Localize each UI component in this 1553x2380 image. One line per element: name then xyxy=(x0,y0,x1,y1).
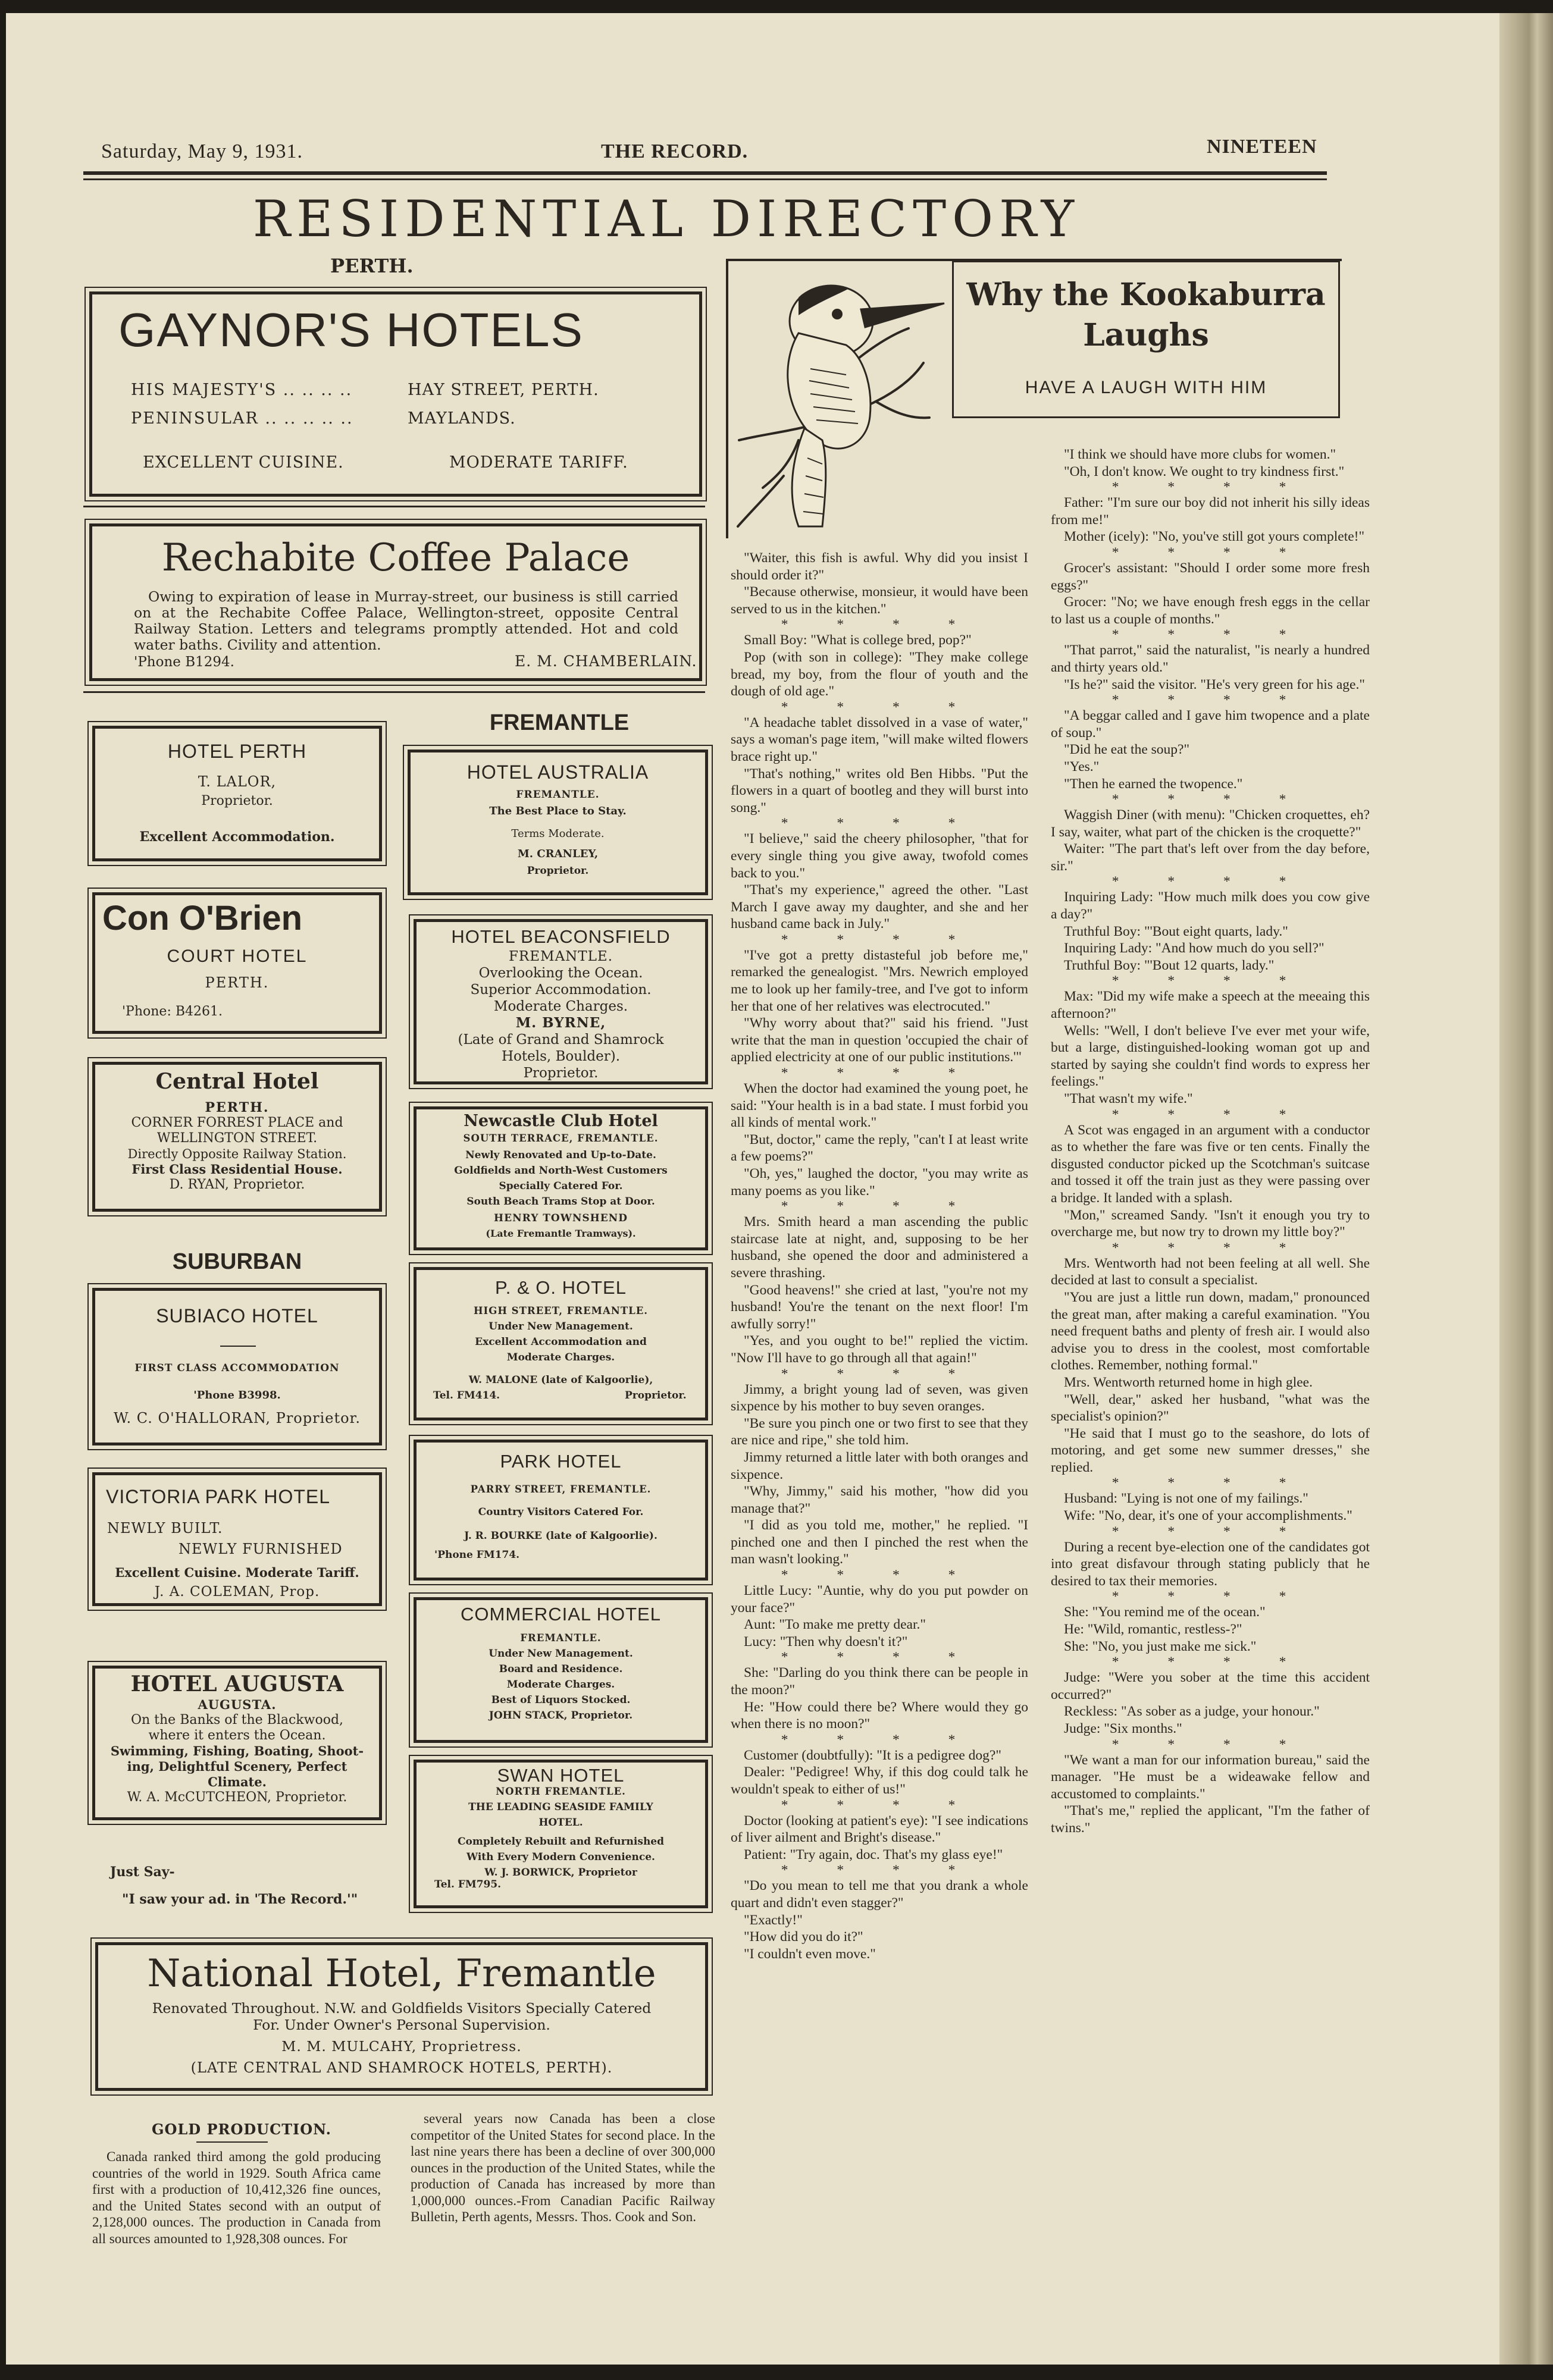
con-obrien-line1: COURT HOTEL xyxy=(167,946,308,966)
joke-paragraph: Small Boy: "What is college bred, pop?" xyxy=(744,632,972,648)
commercial-title: COMMERCIAL HOTEL xyxy=(461,1604,661,1625)
joke-paragraph: "I believe," said the cheery philosopher, "that for every single thing you give away, twofold comes back to you." xyxy=(731,831,1028,881)
po-title: P. & O. HOTEL xyxy=(495,1277,627,1298)
con-obrien-phone: 'Phone: B4261. xyxy=(122,1004,223,1019)
augusta-line1: AUGUSTA. xyxy=(198,1697,277,1712)
joke-paragraph: "Good heavens!" she cried at last, "you're not my husband! You're the tenant on the next floor! I'm awfully sorry!" xyxy=(731,1282,1028,1332)
joke-paragraph: Judge: "Were you sober at the time this accident occurred?" xyxy=(1051,1670,1370,1702)
separator-stars: * * * * xyxy=(1111,1654,1309,1670)
newcastle-title: Newcastle Club Hotel xyxy=(464,1112,658,1130)
po-line6a: Tel. FM414. xyxy=(433,1390,500,1401)
joke-paragraph: Mother (icely): "No, you've still got yours complete!" xyxy=(1064,529,1365,545)
jokes-column-right xyxy=(1051,446,1370,1837)
just-say-line2: "I saw your ad. in 'The Record.'" xyxy=(122,1892,358,1907)
joke-paragraph: Inquiring Lady: "How much milk does you cow give a day?" xyxy=(1051,889,1370,923)
separator-stars: * * * * xyxy=(781,816,978,832)
header-rule-thin xyxy=(83,178,1327,180)
joke-paragraph: Pop (with son in college): "They make college bread, my boy, from the flour of youth and the dough of old age." xyxy=(731,649,1028,700)
separator-stars: * * * * xyxy=(1111,792,1309,808)
australia-line1: FREMANTLE. xyxy=(516,789,600,801)
divider-rechabite xyxy=(83,691,705,693)
joke-paragraph: "Waiter, this fish is awful. Why did you insist I should order it?" xyxy=(731,550,1028,583)
joke-paragraph: Max: "Did my wife make a speech at the meeaing this afternoon?" xyxy=(1051,989,1370,1022)
park-line3: J. R. BOURKE (late of Kalgoorlie). xyxy=(464,1530,657,1542)
newcastle-line2: Newly Renovated and Up-to-Date. xyxy=(465,1149,656,1161)
po-line4: Moderate Charges. xyxy=(506,1352,615,1363)
victoria-line4: J. A. COLEMAN, Prop. xyxy=(154,1584,320,1600)
paper-name: THE RECORD. xyxy=(601,140,749,162)
joke-paragraph: Truthful Boy: "'Bout 12 quarts, lady." xyxy=(1064,957,1275,973)
just-say-line1: Just Say- xyxy=(110,1864,175,1880)
perth-section-label: PERTH. xyxy=(330,255,414,277)
po-line2: Under New Management. xyxy=(489,1321,633,1332)
separator-stars: * * * * xyxy=(1111,1523,1309,1539)
central-line4: Directly Opposite Railway Station. xyxy=(127,1147,347,1161)
joke-paragraph: "Because otherwise, monsieur, it would have been served to us in the kitchen." xyxy=(731,584,1028,617)
book-binding-edge xyxy=(1499,13,1553,2365)
po-line6b: Proprietor. xyxy=(625,1390,687,1401)
separator-stars: * * * * xyxy=(1111,874,1309,890)
gaynors-row1-right: HAY STREET, PERTH. xyxy=(408,381,599,399)
kookaburra-illustration-icon xyxy=(727,262,953,535)
national-line3: M. M. MULCAHY, Proprietress. xyxy=(281,2038,522,2055)
swan-title: SWAN HOTEL xyxy=(497,1765,625,1786)
joke-paragraph: Wife: "No, dear, it's one of your accomplishments." xyxy=(1064,1508,1352,1524)
separator-stars: * * * * xyxy=(781,1732,978,1748)
joke-paragraph: Truthful Boy: "'Bout eight quarts, lady." xyxy=(1064,923,1288,939)
scan-border-left xyxy=(0,0,6,2380)
australia-title: HOTEL AUSTRALIA xyxy=(466,761,649,783)
joke-paragraph: "Why, Jimmy," said his mother, "how did you manage that?" xyxy=(731,1484,1028,1516)
joke-paragraph: Jimmy returned a little later with both oranges and sixpence. xyxy=(731,1449,1028,1482)
australia-line5: Proprietor. xyxy=(527,865,589,877)
joke-paragraph: "Why worry about that?" said his friend. "Just write that the man in question 'occupied the chair of applied electricity at one of our public institutions.'" xyxy=(731,1015,1028,1065)
beaconsfield-title: HOTEL BEACONSFIELD xyxy=(451,926,671,947)
kookaburra-subtitle: HAVE A LAUGH WITH HIM xyxy=(1025,378,1267,397)
joke-paragraph: "You are just a little run down, madam," pronounced the great man, after making a careful examination. "You need frequent baths and plenty of fresh air. I would also advise you to dress in the coolest, most comfortable clothes. Remember, nothing formal." xyxy=(1051,1289,1370,1374)
swan-line1: NORTH FREMANTLE. xyxy=(496,1786,626,1797)
separator-stars: * * * * xyxy=(781,1065,978,1081)
joke-paragraph: "That's me," replied the applicant, "I'm the father of twins." xyxy=(1051,1803,1370,1836)
joke-paragraph: Husband: "Lying is not one of my failings." xyxy=(1064,1491,1308,1507)
scan-border-bottom xyxy=(0,2365,1553,2380)
victoria-line1: NEWLY BUILT. xyxy=(107,1520,223,1537)
joke-paragraph: Waggish Diner (with menu): "Chicken croquettes, eh? I say, waiter, what part of the chicken is the croquette?" xyxy=(1051,807,1370,840)
gold-title-rule xyxy=(196,2141,268,2143)
joke-paragraph: "Do you mean to tell me that you drank a whole quart and didn't even stagger?" xyxy=(731,1878,1028,1911)
victoria-title: VICTORIA PARK HOTEL xyxy=(106,1486,331,1507)
joke-paragraph: Waiter: "The part that's left over from the day before, sir." xyxy=(1051,841,1370,874)
joke-paragraph: He: "Wild, romantic, restless-?" xyxy=(1064,1622,1242,1638)
suburban-section-label: SUBURBAN xyxy=(172,1249,302,1274)
victoria-line3: Excellent Cuisine. Moderate Tariff. xyxy=(115,1565,359,1580)
beaconsfield-line5: M. BYRNE, xyxy=(515,1015,606,1031)
augusta-line6: Climate. xyxy=(208,1774,267,1789)
newcastle-line4: Specially Catered For. xyxy=(499,1180,623,1192)
newcastle-line6: HENRY TOWNSHEND xyxy=(494,1212,628,1224)
commercial-line3: Board and Residence. xyxy=(499,1663,623,1675)
joke-paragraph: "That's my experience," agreed the other. "Last March I gave away my daughter, and she and her husband came back in July." xyxy=(731,882,1028,932)
joke-paragraph: She: "No, you just make me sick." xyxy=(1064,1638,1257,1654)
gold-paragraph-2: several years now Canada has been a close competitor of the United States for second place. In the last nine years there has been a decline of over 300,000 ounces in the production of the United States, while the production of Canada has increased by more than 1,000,000 ounces.-From Canadian Pacific Railway Bulletin, Perth agents, Messrs. Thos. Cook and Son. xyxy=(411,2111,715,2224)
jokes-column-left xyxy=(731,550,1028,1962)
gold-paragraph-1: Canada ranked third among the gold producing countries of the world in 1929. South Africa came first with a production of 10,412,326 fine ounces, and the United States second with an output of 2,128,000 ounces. The production in Canada from all sources amounted to 1,928,308 ounces. For xyxy=(92,2149,381,2246)
rechabite-phone: 'Phone B1294. xyxy=(134,654,234,670)
joke-paragraph: "I think we should have more clubs for women." xyxy=(1064,447,1336,462)
separator-stars: * * * * xyxy=(1111,692,1309,708)
kookaburra-title: Why the Kookaburra Laughs xyxy=(966,277,1326,353)
joke-paragraph: "Did he eat the soup?" xyxy=(1064,742,1190,758)
newcastle-line5: South Beach Trams Stop at Door. xyxy=(466,1196,655,1208)
po-line1: HIGH STREET, FREMANTLE. xyxy=(473,1305,649,1316)
separator-stars: * * * * xyxy=(1111,973,1309,989)
central-line1: PERTH. xyxy=(205,1100,270,1115)
joke-paragraph: "I've got a pretty distasteful job before me," remarked the genealogist. "Mrs. Newrich employed me to look up her family-tree, and I've got to inform her that one of her relatives was electrocuted." xyxy=(731,947,1028,1014)
ad-gaynors-title: GAYNOR'S HOTELS xyxy=(118,303,584,356)
joke-paragraph: "How did you do it?" xyxy=(744,1929,863,1945)
joke-paragraph: "Yes." xyxy=(1064,758,1100,774)
australia-line3: Terms Moderate. xyxy=(511,827,605,840)
australia-line4: M. CRANLEY, xyxy=(517,848,599,860)
joke-paragraph: Judge: "Six months." xyxy=(1064,1721,1182,1736)
park-line2: Country Visitors Catered For. xyxy=(478,1506,644,1518)
joke-paragraph: "Mon," screamed Sandy. "Isn't it enough you try to overcharge me, but now try to drown my little boy?" xyxy=(1051,1207,1370,1240)
victoria-line2: NEWLY FURNISHED xyxy=(179,1541,343,1557)
newcastle-line3: Goldfields and North-West Customers xyxy=(454,1165,668,1177)
gaynors-row2-left: PENINSULAR .. .. .. .. .. xyxy=(131,409,353,428)
joke-paragraph: "I did as you told me, mother," he replied. "I pinched one and then I pinched the rest when the man wasn't looking." xyxy=(731,1517,1028,1567)
rechabite-owner: E. M. CHAMBERLAIN. xyxy=(515,653,697,670)
commercial-line5: Best of Liquors Stocked. xyxy=(491,1694,631,1706)
joke-paragraph: Mrs. Wentworth returned home in high glee. xyxy=(1064,1374,1313,1390)
po-line3: Excellent Accommodation and xyxy=(475,1336,647,1348)
subiaco-line1: FIRST CLASS ACCOMMODATION xyxy=(134,1362,340,1374)
joke-paragraph: Mrs. Wentworth had not been feeling at all well. She decided at last to consult a specialist. xyxy=(1051,1255,1370,1288)
joke-paragraph: "Be sure you pinch one or two first to see that they are nice and ripe," she told him. xyxy=(731,1415,1028,1448)
separator-stars: * * * * xyxy=(1111,544,1309,560)
con-obrien-title: Con O'Brien xyxy=(102,899,303,937)
newcastle-line1: SOUTH TERRACE, FREMANTLE. xyxy=(463,1133,659,1144)
joke-paragraph: During a recent bye-election one of the candidates got into great disfavour through stating publicly that he desired to tax their memories. xyxy=(1051,1539,1370,1589)
joke-paragraph: Lucy: "Then why doesn't it?" xyxy=(744,1633,908,1650)
joke-paragraph: Dealer: "Pedigree! Why, if this dog could talk he wouldn't speak to either of us!" xyxy=(731,1764,1028,1797)
augusta-line4: Swimming, Fishing, Boating, Shoot- xyxy=(110,1744,364,1758)
joke-paragraph: When the doctor had examined the young poet, he said: "Your health is in a bad state. I must forbid you all kinds of mental work." xyxy=(731,1081,1028,1131)
fremantle-section-label: FREMANTLE xyxy=(489,710,630,735)
con-obrien-line2: PERTH. xyxy=(205,974,270,991)
separator-stars: * * * * xyxy=(781,699,978,715)
issue-date: Saturday, May 9, 1931. xyxy=(101,140,303,162)
beaconsfield-line1: FREMANTLE. xyxy=(508,949,613,964)
joke-paragraph: Reckless: "As sober as a judge, your honour." xyxy=(1064,1704,1320,1720)
central-line6: D. RYAN, Proprietor. xyxy=(169,1177,305,1192)
joke-paragraph: A Scot was engaged in an argument with a conductor as to whether the fare was five or ten cents. Finally the disgusted conductor picked up the Scotchman's suitcase and tossed it off the train just as they were passing over a bridge. It landed with a splash. xyxy=(1051,1122,1370,1206)
national-line4: (LATE CENTRAL AND SHAMROCK HOTELS, PERTH). xyxy=(190,2059,613,2076)
separator-stars: * * * * xyxy=(781,1862,978,1879)
joke-paragraph: Grocer: "No; we have enough fresh eggs in the cellar to last us a couple of months." xyxy=(1051,594,1370,627)
park-phone: 'Phone FM174. xyxy=(434,1549,520,1561)
separator-stars: * * * * xyxy=(1111,1240,1309,1256)
subiaco-owner: W. C. O'HALLORAN, Proprietor. xyxy=(113,1410,361,1426)
commercial-line1: FREMANTLE. xyxy=(520,1632,602,1644)
park-line1: PARRY STREET, FREMANTLE. xyxy=(470,1484,652,1495)
joke-paragraph: Grocer's assistant: "Should I order some more fresh eggs?" xyxy=(1051,560,1370,593)
joke-paragraph: Wells: "Well, I don't believe I've ever met your wife, but a large, distinguished-looking woman got up and started by saying she couldn't find words to express her feelings." xyxy=(1051,1023,1370,1090)
joke-paragraph: "He said that I must go to the seashore, do lots of motoring, and get some new summer dresses," she replied. xyxy=(1051,1425,1370,1475)
joke-paragraph: Aunt: "To make me pretty dear." xyxy=(744,1617,926,1633)
joke-paragraph: Doctor (looking at patient's eye): "I see indications of liver ailment and Bright's disease." xyxy=(731,1813,1028,1846)
separator-stars: * * * * xyxy=(781,1199,978,1215)
joke-paragraph: "Oh, I don't know. We ought to try kindness first." xyxy=(1064,463,1345,479)
hotel-perth-tagline: Excellent Accommodation. xyxy=(139,829,335,845)
joke-paragraph: Little Lucy: "Auntie, why do you put powder on your face?" xyxy=(731,1583,1028,1616)
po-line5: W. MALONE (late of Kalgoorlie), xyxy=(468,1374,653,1386)
augusta-line2: On the Banks of the Blackwood, xyxy=(130,1713,344,1727)
joke-paragraph: "A beggar called and I gave him twopence and a plate of soup." xyxy=(1051,708,1370,741)
subiaco-phone: 'Phone B3998. xyxy=(193,1389,281,1401)
augusta-line5: ing, Delightful Scenery, Perfect xyxy=(127,1759,347,1774)
newcastle-line7: (Late Fremantle Tramways). xyxy=(486,1228,636,1239)
joke-paragraph: "A headache tablet dissolved in a vase of water," says a woman's page item, "will make wilted flowers brace right up." xyxy=(731,714,1028,764)
gaynors-footer-left: EXCELLENT CUISINE. xyxy=(143,453,344,472)
joke-paragraph: Inquiring Lady: "And how much do you sell?" xyxy=(1064,940,1325,957)
subiaco-rule xyxy=(220,1346,256,1347)
national-line2: For. Under Owner's Personal Supervision. xyxy=(253,2017,550,2033)
header-rule-thick xyxy=(83,171,1327,175)
joke-paragraph: Mrs. Smith heard a man ascending the public staircase late at night, and, supposing to be her husband, she opened the door and administered a severe thrashing. xyxy=(731,1214,1028,1281)
beaconsfield-line3: Superior Accommodation. xyxy=(470,982,652,998)
augusta-line7: W. A. McCUTCHEON, Proprietor. xyxy=(127,1790,347,1805)
joke-paragraph: "That wasn't my wife." xyxy=(1064,1091,1193,1106)
separator-stars: * * * * xyxy=(781,932,978,948)
gold-col2 xyxy=(411,2111,715,2225)
joke-paragraph: "We want a man for our information bureau," said the manager. "He must be a wideawake fellow and accustomed to complaints." xyxy=(1051,1752,1370,1802)
joke-paragraph: "Oh, yes," laughed the doctor, "you may write as many poems as you like." xyxy=(731,1166,1028,1199)
divider-gaynors xyxy=(83,506,705,507)
central-line3: WELLINGTON STREET. xyxy=(156,1131,318,1146)
swan-line7: Tel. FM795. xyxy=(434,1879,502,1890)
gold-title: GOLD PRODUCTION. xyxy=(152,2121,331,2138)
swan-line4: Completely Rebuilt and Refurnished xyxy=(457,1836,665,1848)
separator-stars: * * * * xyxy=(1111,1106,1309,1122)
page-number: NINETEEN xyxy=(1207,136,1317,158)
joke-paragraph: She: "You remind me of the ocean." xyxy=(1064,1604,1266,1620)
separator-stars: * * * * xyxy=(1111,479,1309,496)
joke-paragraph: Customer (doubtfully): "It is a pedigree dog?" xyxy=(744,1747,1001,1763)
beaconsfield-line2: Overlooking the Ocean. xyxy=(478,965,643,981)
ad-rechabite-title: Rechabite Coffee Palace xyxy=(161,536,630,580)
joke-paragraph: Patient: "Try again, doc. That's my glass eye!" xyxy=(744,1846,1003,1862)
joke-paragraph: "That's nothing," writes old Ben Hibbs. "Put the flowers in a quart of bootleg and they will burst into song." xyxy=(731,766,1028,816)
page-title: RESIDENTIAL DIRECTORY xyxy=(252,190,1081,248)
augusta-title: HOTEL AUGUSTA xyxy=(130,1672,344,1697)
joke-paragraph: She: "Darling do you think there can be people in the moon?" xyxy=(731,1665,1028,1698)
gaynors-footer-right: MODERATE TARIFF. xyxy=(449,453,628,472)
beaconsfield-line7: Hotels, Boulder). xyxy=(501,1049,621,1064)
commercial-line2: Under New Management. xyxy=(489,1648,633,1660)
central-line2: CORNER FORREST PLACE and xyxy=(131,1115,343,1130)
national-line1: Renovated Throughout. N.W. and Goldfields Visitors Specially Catered xyxy=(152,2000,652,2017)
separator-stars: * * * * xyxy=(781,617,978,633)
joke-paragraph: "But, doctor," came the reply, "can't I at least write a few poems?" xyxy=(731,1131,1028,1165)
rechabite-body: Owing to expiration of lease in Murray-street, our business is still carried on at the Rechabite Coffee Palace, Wellington-street, opposite Central Railway Station. Letters and telegrams promptly attended. Hot and cold water baths. Civility and attention. xyxy=(134,588,678,653)
australia-line2: The Best Place to Stay. xyxy=(489,805,627,817)
swan-line3: HOTEL. xyxy=(538,1817,583,1829)
commercial-line6: JOHN STACK, Proprietor. xyxy=(489,1710,633,1721)
hotel-perth-title: HOTEL PERTH xyxy=(167,741,307,762)
augusta-line3: where it enters the Ocean. xyxy=(148,1728,326,1743)
central-line5: First Class Residential House. xyxy=(131,1162,343,1177)
joke-paragraph: He: "How could there be? Where would they go when there is no moon?" xyxy=(731,1699,1028,1732)
central-title: Central Hotel xyxy=(155,1069,319,1094)
hotel-perth-owner: T. LALOR, xyxy=(198,773,277,790)
swan-line5: With Every Modern Convenience. xyxy=(466,1851,655,1863)
hotel-perth-role: Proprietor. xyxy=(201,794,273,808)
gaynors-row2-right: MAYLANDS. xyxy=(408,409,516,428)
park-title: PARK HOTEL xyxy=(500,1451,622,1472)
separator-stars: * * * * xyxy=(781,1567,978,1583)
gaynors-row1-left: HIS MAJESTY'S .. .. .. .. xyxy=(131,381,353,399)
national-title: National Hotel, Fremantle xyxy=(147,1952,656,1996)
separator-stars: * * * * xyxy=(781,1797,978,1813)
separator-stars: * * * * xyxy=(781,1650,978,1666)
joke-paragraph: "Yes, and you ought to be!" replied the victim. "Now I'll have to go through all that again!" xyxy=(731,1333,1028,1366)
separator-stars: * * * * xyxy=(1111,627,1309,643)
separator-stars: * * * * xyxy=(1111,1475,1309,1491)
separator-stars: * * * * xyxy=(1111,1589,1309,1605)
joke-paragraph: Father: "I'm sure our boy did not inherit his silly ideas from me!" xyxy=(1051,495,1370,528)
subiaco-title: SUBIACO HOTEL xyxy=(156,1305,318,1327)
joke-paragraph: "Is he?" said the visitor. "He's very green for his age." xyxy=(1064,676,1365,692)
joke-paragraph: Jimmy, a bright young lad of seven, was given sixpence by his mother to buy seven oranges. xyxy=(731,1381,1028,1415)
gold-col1 xyxy=(92,2149,381,2247)
beaconsfield-line6: (Late of Grand and Shamrock xyxy=(458,1032,664,1048)
beaconsfield-line4: Moderate Charges. xyxy=(493,999,628,1014)
joke-paragraph: "Exactly!" xyxy=(744,1912,803,1928)
joke-paragraph: "That parrot," said the naturalist, "is nearly a hundred and thirty years old." xyxy=(1051,642,1370,675)
joke-paragraph: "Then he earned the twopence." xyxy=(1064,776,1243,792)
separator-stars: * * * * xyxy=(781,1366,978,1382)
joke-paragraph: "Well, dear," asked her husband, "what was the specialist's opinion?" xyxy=(1051,1391,1370,1425)
commercial-line4: Moderate Charges. xyxy=(506,1679,615,1691)
beaconsfield-line8: Proprietor. xyxy=(523,1065,599,1081)
joke-paragraph: "I couldn't even move." xyxy=(744,1946,876,1962)
scan-border-top xyxy=(0,0,1553,13)
swan-line6: W. J. BORWICK, Proprietor xyxy=(484,1867,637,1879)
separator-stars: * * * * xyxy=(1111,1736,1309,1752)
swan-line2: THE LEADING SEASIDE FAMILY xyxy=(468,1801,653,1813)
